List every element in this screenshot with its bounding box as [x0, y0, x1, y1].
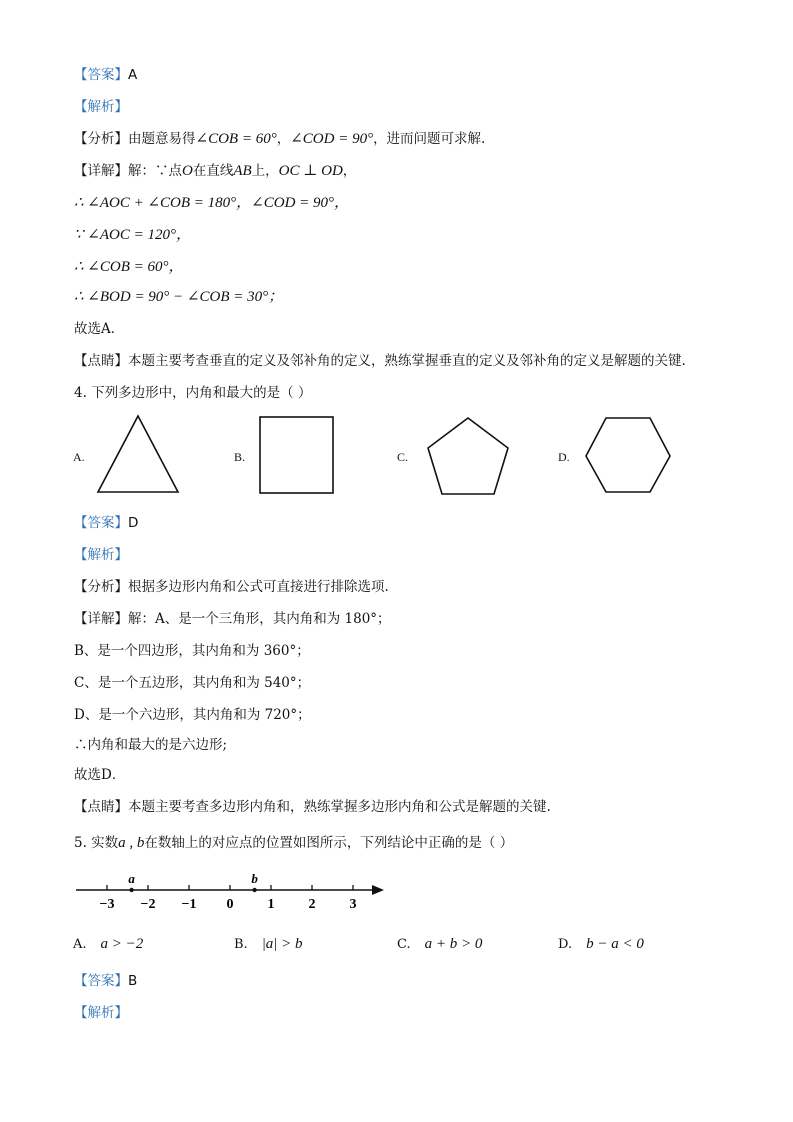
answer-value: B	[128, 973, 138, 989]
q4-option-d-label: D.	[558, 450, 570, 464]
fenxi-math-a: ∠COB = 60°	[195, 131, 277, 147]
q4-comment-line	[74, 798, 551, 816]
comment-tag: 【点睛】	[74, 353, 128, 369]
q3-analysis-line	[74, 98, 128, 116]
answer-value: D	[128, 515, 139, 531]
triangle-shape	[94, 412, 182, 496]
square-shape	[257, 414, 337, 496]
q5-choice-b[interactable]	[234, 936, 303, 953]
q5-stem	[74, 834, 513, 852]
number-line-tick-label: −1	[181, 897, 197, 912]
q5-choice-d[interactable]	[558, 936, 644, 953]
number-line-tick-label: 3	[349, 897, 357, 912]
fenxi-text-a: 由题意易得	[128, 131, 196, 147]
fenxi-sep: ，	[276, 131, 291, 147]
q5-stem-a: 5. 实数	[74, 835, 119, 851]
fenxi-math-b: ∠COD = 90°	[290, 131, 374, 147]
q4-detail-line	[74, 610, 391, 628]
q5-choice-c[interactable]	[397, 936, 482, 953]
analysis-tag: 【解析】	[74, 99, 128, 115]
fenxi-text-b: ，进而问题可求解.	[373, 131, 486, 147]
q4-option-c-label: C.	[397, 450, 409, 464]
q3-step2: ∵ ∠AOC = 120°，	[74, 227, 191, 243]
choice-label: A.	[73, 937, 87, 952]
point-b-label: b	[251, 872, 258, 886]
q5-stem-math: a , b	[118, 835, 145, 851]
choice-expr: a > −2	[100, 936, 144, 952]
q3-answer-line	[74, 66, 137, 84]
fenxi-tag: 【分析】	[74, 131, 128, 147]
q5-choice-a[interactable]	[73, 936, 143, 953]
choice-label: D.	[558, 937, 573, 952]
detail-tag: 【详解】	[74, 163, 128, 179]
number-line-ticks	[100, 885, 357, 912]
analysis-tag: 【解析】	[74, 1005, 128, 1021]
q5-analysis-line	[74, 1004, 128, 1022]
detail-text-b: 在直线	[192, 163, 234, 179]
hexagon-shape	[582, 414, 678, 494]
q4-option-b-label: B.	[234, 450, 246, 464]
q3-step1: ∴ ∠AOC + ∠COB = 180°，∠COD = 90°，	[74, 195, 350, 211]
detail-text: 解：A、是一个三角形，其内角和为 180°；	[128, 611, 391, 627]
q4-step-b: B、是一个四边形，其内角和为 360°；	[74, 643, 310, 659]
q3-step3: ∴ ∠COB = 60°，	[74, 259, 184, 275]
detail-text-c: 上，	[251, 163, 279, 179]
choice-expr: b − a < 0	[586, 936, 644, 952]
detail-math-o: O	[182, 163, 193, 179]
q5-stem-b: 在数轴上的对应点的位置如图所示，下列结论中正确的是（ ）	[144, 835, 514, 851]
number-line-tick-label: 1	[267, 897, 275, 912]
fenxi-tag: 【分析】	[74, 579, 128, 595]
detail-tag: 【详解】	[74, 611, 128, 627]
analysis-tag: 【解析】	[74, 547, 128, 563]
detail-math-perp: OC ⊥ OD	[278, 163, 343, 179]
fenxi-text: 根据多边形内角和公式可直接进行排除选项.	[128, 579, 389, 595]
choice-label: B.	[234, 937, 248, 952]
comment-text: 本题主要考查多边形内角和，熟练掌握多边形内角和公式是解题的关键.	[128, 799, 551, 815]
q4-analysis-line	[74, 546, 128, 564]
comment-tag: 【点睛】	[74, 799, 128, 815]
q4-fenxi-line	[74, 578, 389, 596]
point-b-dot	[252, 888, 256, 892]
q4-conclusion: ∴内角和最大的是六边形;	[74, 737, 228, 753]
q5-answer-line	[74, 972, 137, 990]
choice-label: C.	[397, 937, 411, 952]
point-a-dot	[129, 888, 133, 892]
answer-tag: 【答案】	[74, 515, 128, 531]
q3-comment-line	[74, 352, 686, 370]
q4-step-d: D、是一个六边形，其内角和为 720°；	[74, 707, 311, 723]
q4-step-c: C、是一个五边形，其内角和为 540°；	[74, 675, 311, 691]
pentagon-shape	[424, 414, 520, 498]
q4-answer-line	[74, 514, 138, 532]
q3-choose: 故选A．	[74, 321, 125, 337]
detail-text-d: ，	[342, 163, 357, 179]
number-line-tick-label: 2	[308, 897, 316, 912]
answer-tag: 【答案】	[74, 67, 128, 83]
number-line-tick-label: −3	[99, 897, 115, 912]
number-line-tick-label: 0	[226, 897, 234, 912]
number-line	[72, 872, 392, 912]
q3-detail-line	[74, 162, 356, 180]
q4-choose: 故选D．	[74, 767, 126, 783]
detail-math-ab: AB	[233, 163, 252, 179]
choice-expr: a + b > 0	[424, 936, 483, 952]
point-a-label: a	[128, 872, 135, 886]
number-line-tick-label: −2	[140, 897, 156, 912]
answer-tag: 【答案】	[74, 973, 128, 989]
q4-option-a-label: A.	[73, 450, 85, 464]
arrow-right-icon	[372, 885, 384, 895]
q3-step4: ∴ ∠BOD = 90° − ∠COB = 30°；	[74, 289, 284, 305]
q3-fenxi-line	[74, 130, 485, 148]
answer-value: A	[128, 67, 138, 83]
detail-text-a: 解：∵点	[128, 163, 182, 179]
comment-text: 本题主要考查垂直的定义及邻补角的定义，熟练掌握垂直的定义及邻补角的定义是解题的关键.	[128, 353, 686, 369]
q4-stem: 4. 下列多边形中，内角和最大的是（ ）	[74, 385, 312, 401]
choice-expr: |a| > b	[261, 936, 303, 952]
